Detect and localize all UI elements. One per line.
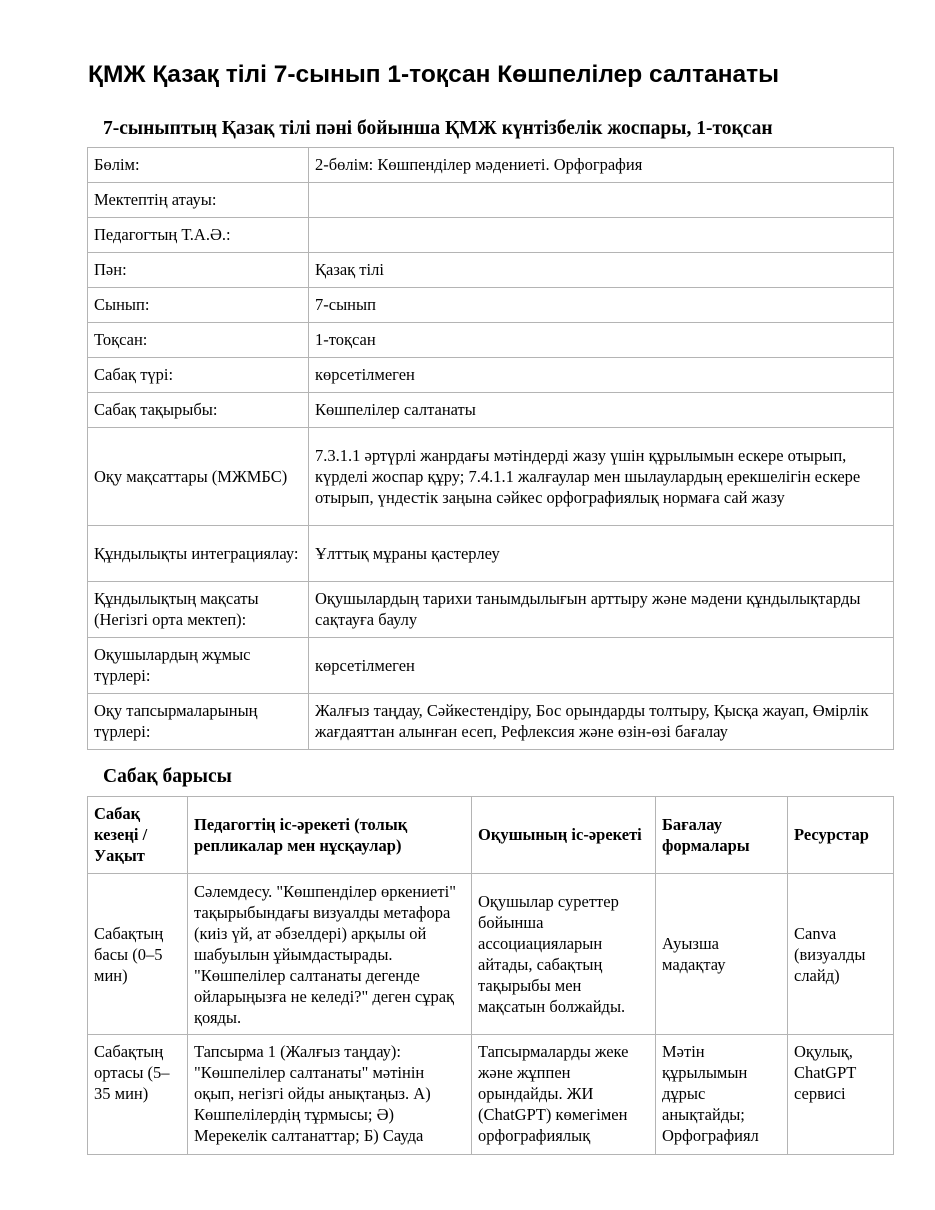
header-stage: Сабақ кезеңі / Уақыт xyxy=(88,797,188,874)
info-value: көрсетілмеген xyxy=(309,638,894,694)
teacher-activity-cell: Сәлемдесу. "Көшпенділер өркениеті" тақырыбындағы визуалды метафора (киіз үй, ат әбзелдері) арқылы ой шабуылын ұйымдастырады. "Көшпелілер салтанаты дегенде ойларыңызға не келеді?" деген сұрақ қояды. xyxy=(188,874,472,1035)
document-subtitle: 7-сыныптың Қазақ тілі пәні бойынша ҚМЖ күнтізбелік жоспары, 1-тоқсан xyxy=(103,118,773,139)
info-value: көрсетілмеген xyxy=(309,358,894,393)
teacher-activity-cell: Тапсырма 1 (Жалғыз таңдау): "Көшпелілер салтанаты" мәтінін оқып, негізгі ойды анықтаңыз. А) Көшпелілердің тұрмысы; Ә) Мерекелік салтанаттар; Б) Сауда xyxy=(188,1035,472,1155)
lesson-row-beginning xyxy=(88,874,894,1035)
info-row-teacher xyxy=(88,218,894,253)
info-label: Сынып: xyxy=(88,288,309,323)
info-label: Бөлім: xyxy=(88,148,309,183)
info-value: 2-бөлім: Көшпенділер мәдениеті. Орфография xyxy=(309,148,894,183)
student-activity-cell: Оқушылар суреттер бойынша ассоциацияларын айтады, сабақтың тақырыбы мен мақсатын болжайды. xyxy=(472,874,656,1035)
header-student-activity: Оқушының іс-әрекеті xyxy=(472,797,656,874)
info-label: Құндылықтың мақсаты (Негізгі орта мектеп): xyxy=(88,582,309,638)
info-label: Құндылықты интеграциялау: xyxy=(88,526,309,582)
info-value xyxy=(309,218,894,253)
info-row-subject xyxy=(88,253,894,288)
info-value: 7.3.1.1 әртүрлі жанрдағы мәтіндерді жазу үшін құрылымын ескере отырып, күрделі жоспар құру; 7.4.1.1 жалғаулар мен шылаулардың ерекшелігін ескере отырып, үндестік заңына сәйкес орфографиялық нормаға сай жазу xyxy=(309,428,894,526)
document-title: ҚМЖ Қазақ тілі 7-сынып 1-тоқсан Көшпелілер салтанаты xyxy=(88,61,780,88)
info-label: Оқу мақсаттары (МЖМБС) xyxy=(88,428,309,526)
info-row-lesson-topic xyxy=(88,393,894,428)
lesson-info-table xyxy=(87,147,894,750)
student-activity-cell: Тапсырмаларды жеке және жұппен орындайды. ЖИ (ChatGPT) көмегімен орфографиялық xyxy=(472,1035,656,1155)
info-label: Пән: xyxy=(88,253,309,288)
resources-cell: Canva (визуалды слайд) xyxy=(788,874,894,1035)
info-value: 1-тоқсан xyxy=(309,323,894,358)
info-row-task-types xyxy=(88,694,894,750)
info-label: Оқу тапсырмаларының түрлері: xyxy=(88,694,309,750)
info-row-value-integration xyxy=(88,526,894,582)
info-row-section xyxy=(88,148,894,183)
assessment-cell: Ауызша мадақтау xyxy=(656,874,788,1035)
info-value: Ұлттық мұраны қастерлеу xyxy=(309,526,894,582)
info-row-learning-objectives xyxy=(88,428,894,526)
info-label: Оқушылардың жұмыс түрлері: xyxy=(88,638,309,694)
lesson-progress-table xyxy=(87,796,894,1155)
lesson-progress-heading: Сабақ барысы xyxy=(103,766,232,787)
info-row-value-goal xyxy=(88,582,894,638)
lesson-header-row xyxy=(88,797,894,874)
info-label: Педагогтың Т.А.Ә.: xyxy=(88,218,309,253)
info-label: Мектептің атауы: xyxy=(88,183,309,218)
info-value: Көшпелілер салтанаты xyxy=(309,393,894,428)
info-value: 7-сынып xyxy=(309,288,894,323)
info-value: Қазақ тілі xyxy=(309,253,894,288)
info-row-lesson-type xyxy=(88,358,894,393)
info-value xyxy=(309,183,894,218)
resources-cell: Оқулық, ChatGPT сервисі xyxy=(788,1035,894,1155)
stage-cell: Сабақтың ортасы (5–35 мин) xyxy=(88,1035,188,1155)
stage-cell: Сабақтың басы (0–5 мин) xyxy=(88,874,188,1035)
header-assessment: Бағалау формалары xyxy=(656,797,788,874)
lesson-row-middle xyxy=(88,1035,894,1155)
assessment-cell: Мәтін құрылымын дұрыс анықтайды; Орфографиял xyxy=(656,1035,788,1155)
info-row-quarter xyxy=(88,323,894,358)
info-label: Сабақ тақырыбы: xyxy=(88,393,309,428)
info-value: Оқушылардың тарихи танымдылығын арттыру және мәдени құндылықтарды сақтауға баулу xyxy=(309,582,894,638)
info-row-work-types xyxy=(88,638,894,694)
info-value: Жалғыз таңдау, Сәйкестендіру, Бос орындарды толтыру, Қысқа жауап, Өмірлік жағдаяттан алынған есеп, Рефлексия және өзін-өзі бағалау xyxy=(309,694,894,750)
header-resources: Ресурстар xyxy=(788,797,894,874)
info-label: Тоқсан: xyxy=(88,323,309,358)
info-row-grade xyxy=(88,288,894,323)
info-row-school xyxy=(88,183,894,218)
info-label: Сабақ түрі: xyxy=(88,358,309,393)
header-teacher-activity: Педагогтің іс-әрекеті (толық репликалар мен нұсқаулар) xyxy=(188,797,472,874)
